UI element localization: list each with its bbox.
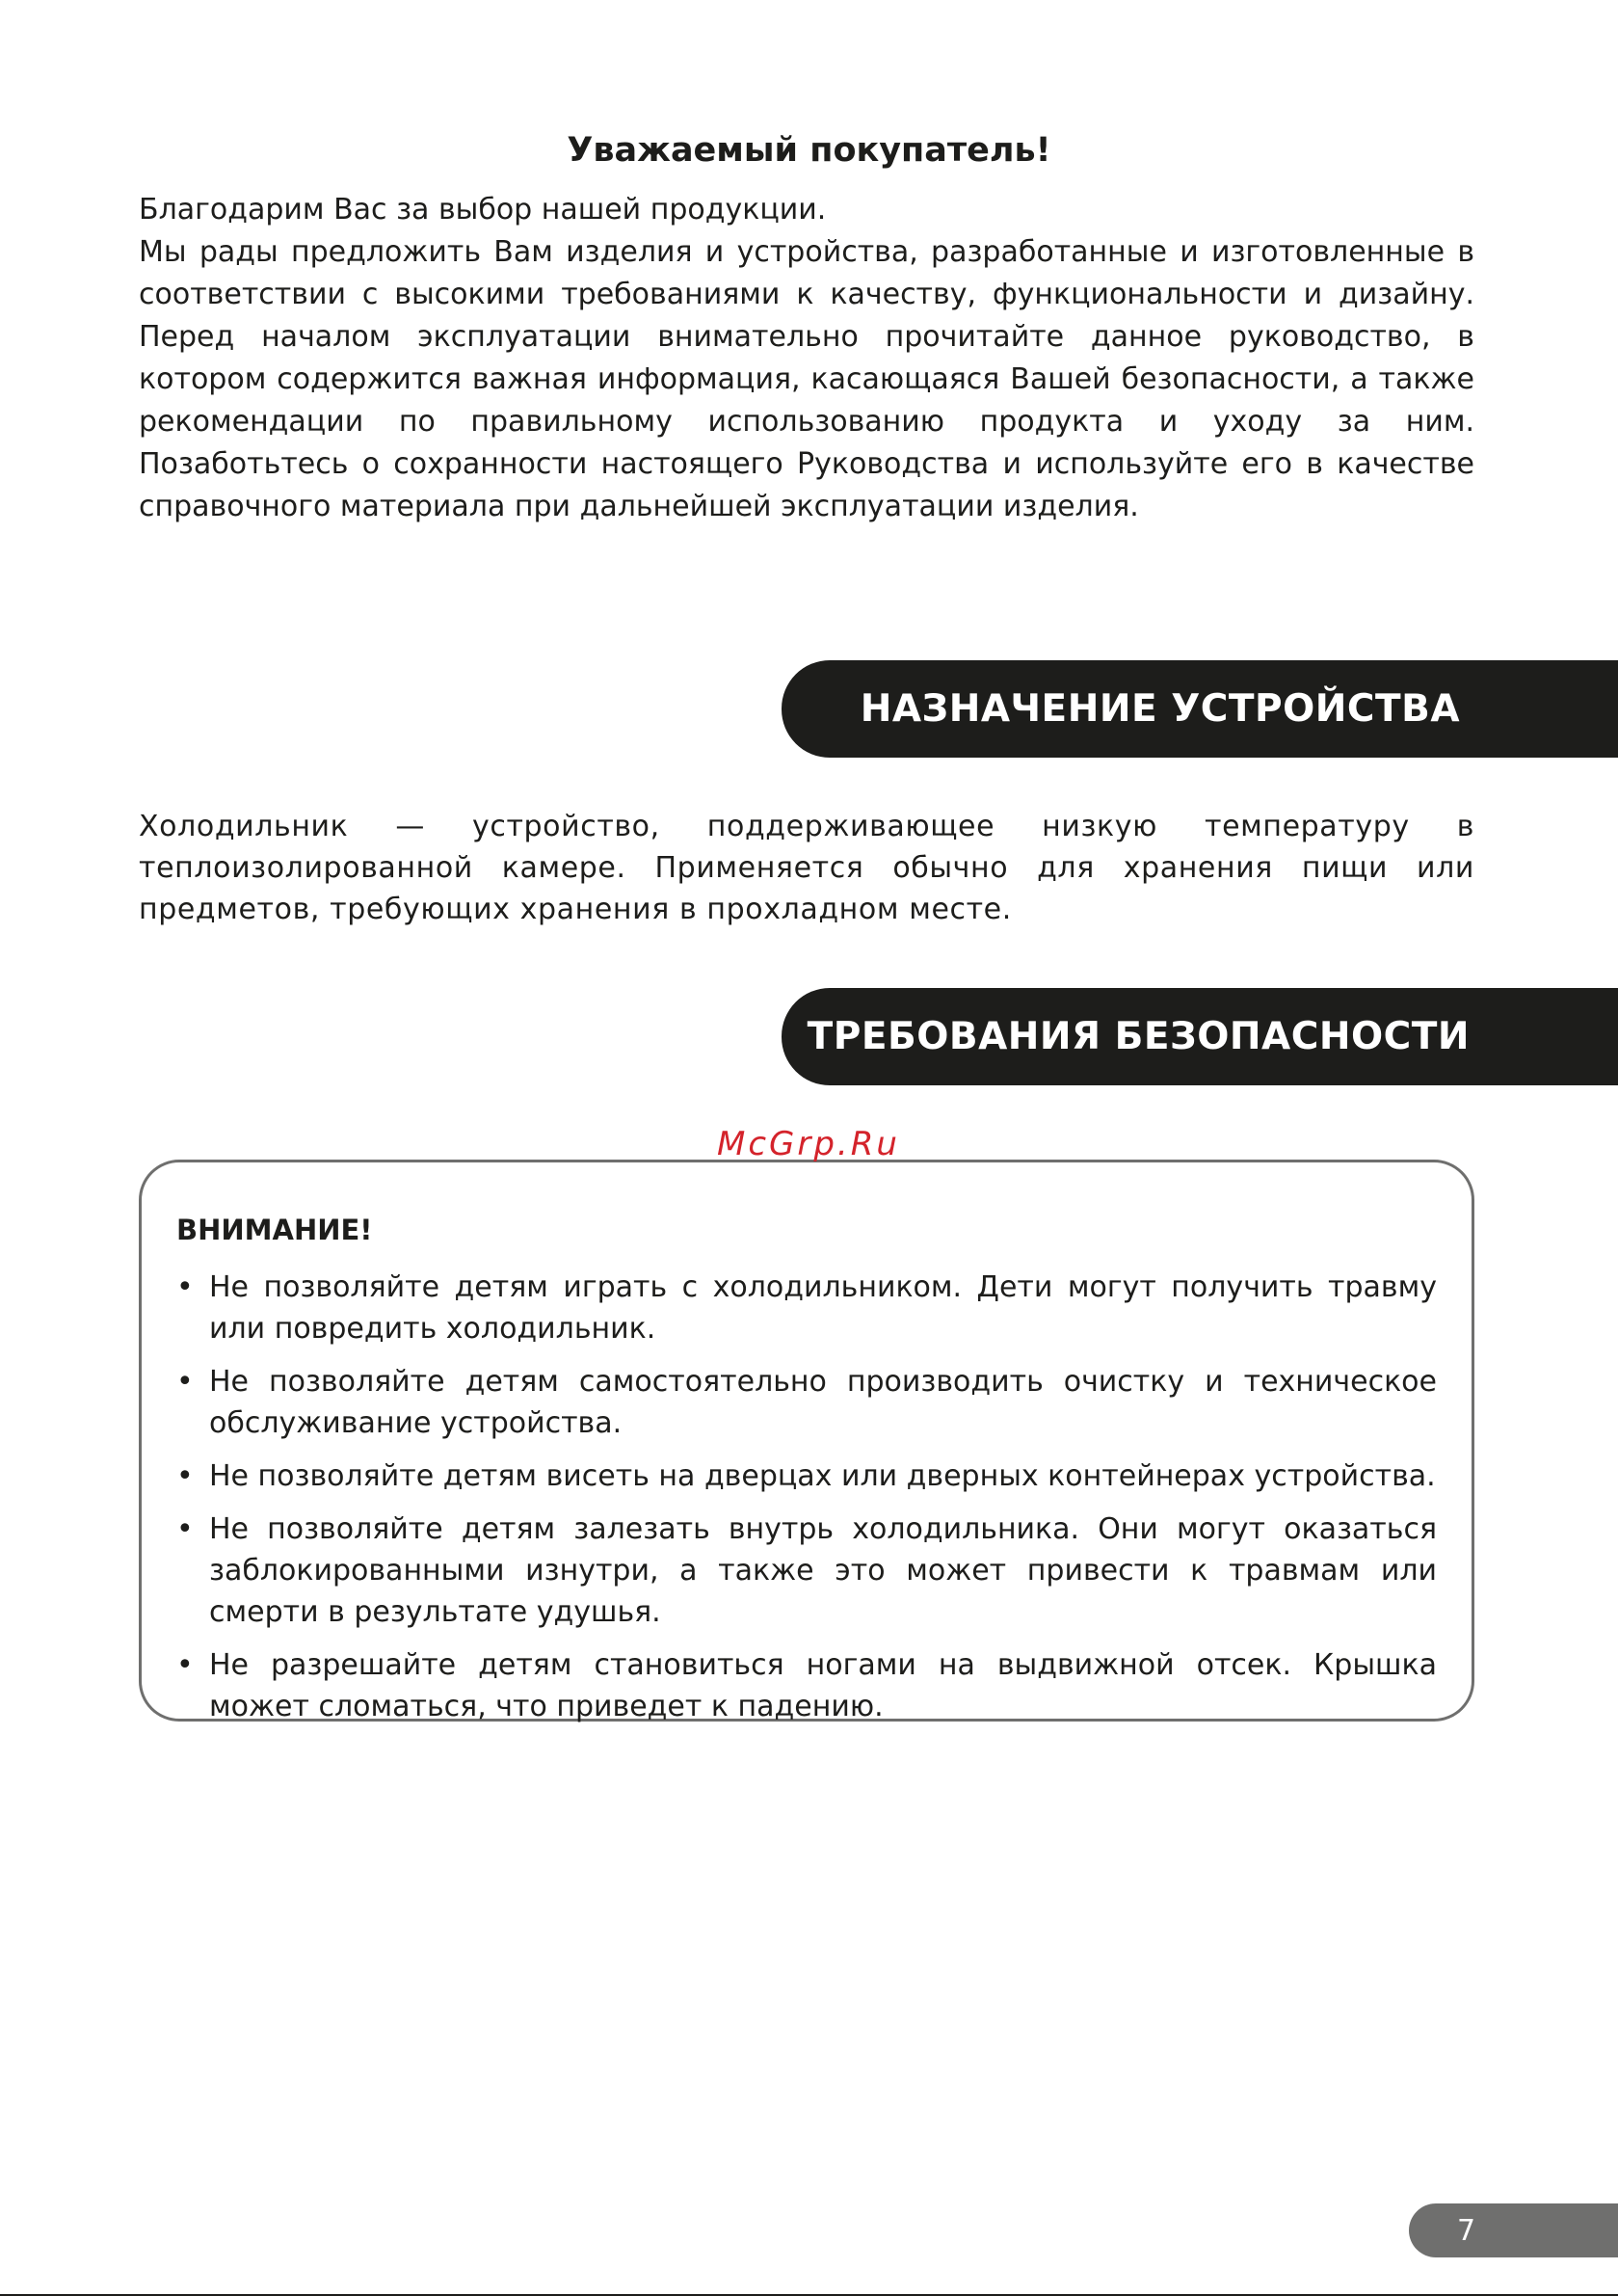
warning-item	[176, 1455, 1437, 1497]
warning-list	[176, 1267, 1437, 1727]
purpose-text: Холодильник — устройство, поддерживающее низкую температуру в теплоизолированной камере. Применяется обычно для хранения пищи или предметов, требующих хранения в прохладном месте.	[139, 810, 1474, 926]
warning-item-text: Не разрешайте детям становиться ногами на выдвижной отсек. Крышка может сломаться, что приведет к падению.	[209, 1648, 1437, 1723]
section-heading-safety: ТРЕБОВАНИЯ БЕЗОПАСНОСТИ	[807, 1015, 1470, 1058]
intro-paragraph-thanks: Благодарим Вас за выбор нашей продукции.	[139, 193, 827, 227]
warning-item-text: Не позволяйте детям играть с холодильником. Дети могут получить травму или повредить холодильник.	[209, 1270, 1437, 1346]
warning-item-text: Не позволяйте детям самостоятельно производить очистку и техническое обслуживание устройства.	[209, 1365, 1437, 1440]
intro-paragraph-main: Мы рады предложить Вам изделия и устройства, разработанные и изготовленные в соответствии с высокими требованиями к качеству, функциональности и дизайну. Перед началом эксплуатации внимательно прочитайте данное руководство, в котором содержится важная информация, касающаяся Вашей безопасности, а также рекомендации по правильному использованию продукта и уходу за ним. Позаботьтесь о сохранности настоящего Руководства и используйте его в качестве справочного материала при дальнейшей эксплуатации изделия.	[139, 235, 1474, 523]
watermark-text: McGrp.Ru	[717, 1125, 900, 1163]
bullet-icon: •	[176, 1648, 194, 1682]
warning-item-text: Не позволяйте детям висеть на дверцах или дверных контейнерах устройства.	[209, 1459, 1436, 1493]
section-banner-safety	[782, 988, 1618, 1085]
bullet-icon: •	[176, 1365, 194, 1399]
section-banner-purpose	[782, 660, 1618, 758]
warning-box	[139, 1160, 1474, 1722]
warning-item-text: Не позволяйте детям залезать внутрь холодильника. Они могут оказаться заблокированными изнутри, а также это может привести к травмам или смерти в результате удушья.	[209, 1512, 1437, 1629]
warning-item	[176, 1508, 1437, 1633]
greeting-title: Уважаемый покупатель!	[567, 131, 1051, 170]
page-number: 7	[1457, 2213, 1476, 2248]
section-heading-purpose: НАЗНАЧЕНИЕ УСТРОЙСТВА	[860, 687, 1460, 731]
bullet-icon: •	[176, 1512, 194, 1546]
bullet-icon: •	[176, 1459, 194, 1493]
warning-heading: ВНИМАНИЕ!	[176, 1214, 373, 1246]
intro-text	[139, 189, 1474, 528]
bullet-icon: •	[176, 1270, 194, 1304]
page-number-tab	[1409, 2203, 1618, 2257]
warning-item	[176, 1361, 1437, 1444]
warning-item	[176, 1644, 1437, 1727]
warning-item	[176, 1267, 1437, 1349]
